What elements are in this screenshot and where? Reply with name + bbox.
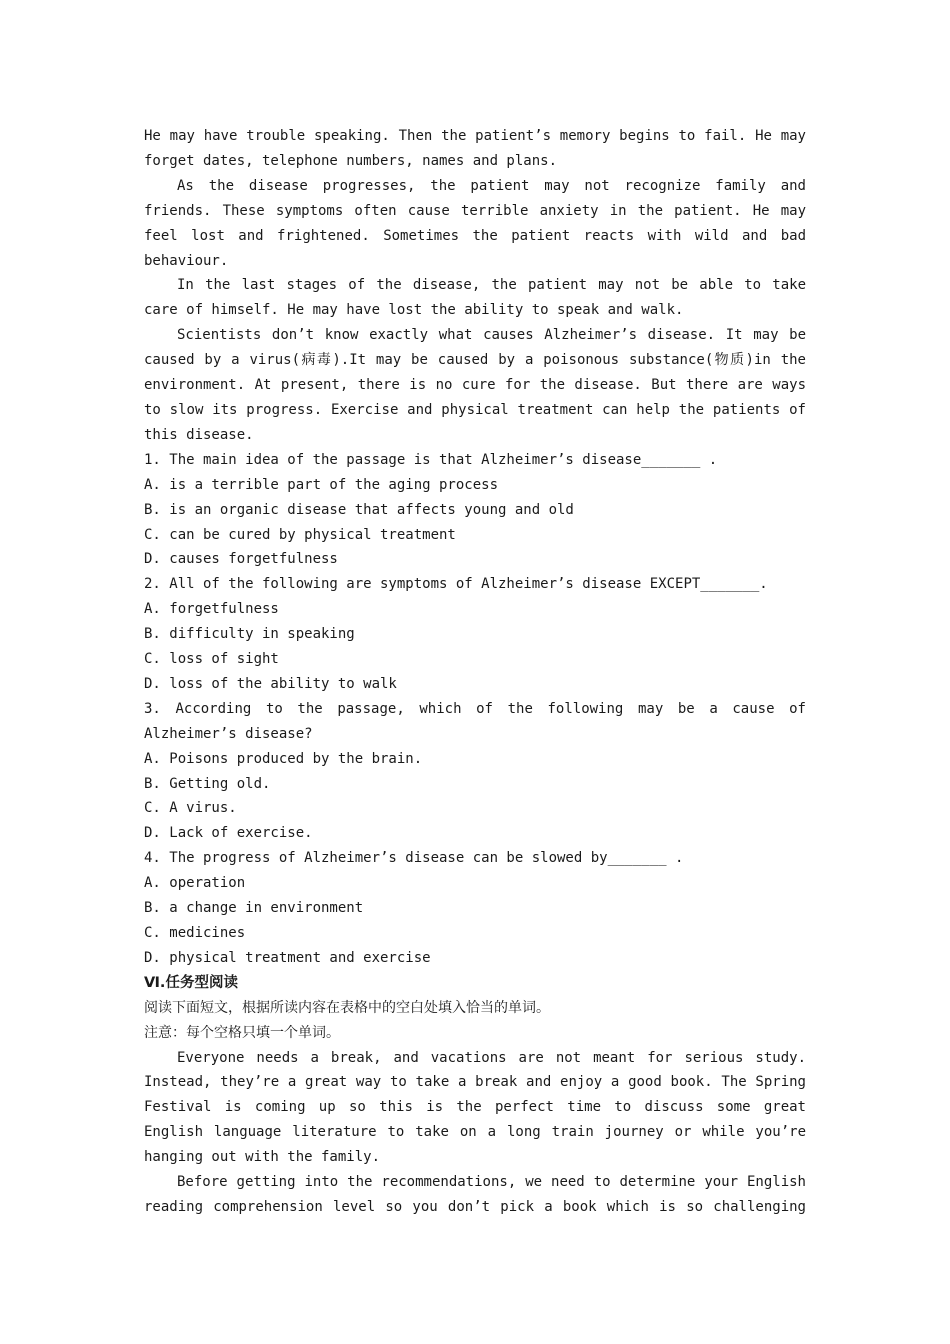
passage-paragraph: In the last stages of the disease, the patient may not be able to take care of himself. He may have lost the ability to speak and walk. <box>144 277 806 319</box>
question-stem: 1. The main idea of the passage is that Alzheimer’s disease_______ . <box>144 451 718 468</box>
option-a: A. operation <box>144 875 246 892</box>
question-stem: 2. All of the following are symptoms of Alzheimer’s disease EXCEPT_______. <box>144 576 768 593</box>
question-stem: 3. According to the passage, which of the following may be a cause of Alzheimer’s disease? <box>144 700 806 742</box>
section-instruction: 阅读下面短文，根据所读内容在表格中的空白处填入恰当的单词。 <box>144 999 550 1016</box>
option-d: D. loss of the ability to walk <box>144 675 397 692</box>
question-block <box>144 697 806 846</box>
option-c: C. can be cured by physical treatment <box>144 526 456 543</box>
section-note: 注意：每个空格只填一个单词。 <box>144 1024 340 1041</box>
question-block <box>144 572 806 697</box>
option-c: C. A virus. <box>144 800 237 817</box>
option-b: B. Getting old. <box>144 775 271 792</box>
option-d: D. causes forgetfulness <box>144 551 338 568</box>
question-block <box>144 448 806 573</box>
option-b: B. is an organic disease that affects young and old <box>144 501 574 518</box>
option-c: C. loss of sight <box>144 651 279 668</box>
section-task-reading <box>144 971 806 1220</box>
passage-paragraph: As the disease progresses, the patient may not recognize family and friends. These symptoms often cause terrible anxiety in the patient. He may feel lost and frightened. Sometimes the patient reacts with wild and bad behaviour. <box>144 177 806 269</box>
option-a: A. is a terrible part of the aging process <box>144 476 499 493</box>
document-page <box>144 124 806 1220</box>
option-b: B. a change in environment <box>144 900 364 917</box>
question-stem: 4. The progress of Alzheimer’s disease can be slowed by_______ . <box>144 850 684 867</box>
option-a: A. Poisons produced by the brain. <box>144 750 423 767</box>
option-c: C. medicines <box>144 925 246 941</box>
option-d: D. Lack of exercise. <box>144 825 313 842</box>
passage-paragraph: Scientists don’t know exactly what causes Alzheimer’s disease. It may be caused by a virus(病毒).It may be caused by a poisonous substance(物质)in the environment. At present, there is no cure for the disease. But there are ways to slow its progress. Exercise and physical treatment can help the patients of this disease. <box>144 327 806 443</box>
question-block <box>144 846 806 971</box>
passage-alzheimers <box>144 124 806 448</box>
option-a: A. forgetfulness <box>144 601 279 618</box>
section-heading: Ⅵ.任务型阅读 <box>144 974 238 991</box>
option-d: D. physical treatment and exercise <box>144 949 431 966</box>
passage-paragraph: He may have trouble speaking. Then the patient’s memory begins to fail. He may forget dates, telephone numbers, names and plans. <box>144 128 806 169</box>
passage-paragraph: Before getting into the recommendations, we need to determine your English reading comprehension level so you don’t pick a book which is so challenging <box>144 1174 806 1215</box>
option-b: B. difficulty in speaking <box>144 626 355 643</box>
passage-paragraph: Everyone needs a break, and vacations are not meant for serious study. Instead, they’re a great way to take a break and enjoy a good book. The Spring Festival is coming up so this is the perfect time to discuss some great English language literature to take on a long train journey or while you’re hanging out with the family. <box>144 1049 806 1166</box>
